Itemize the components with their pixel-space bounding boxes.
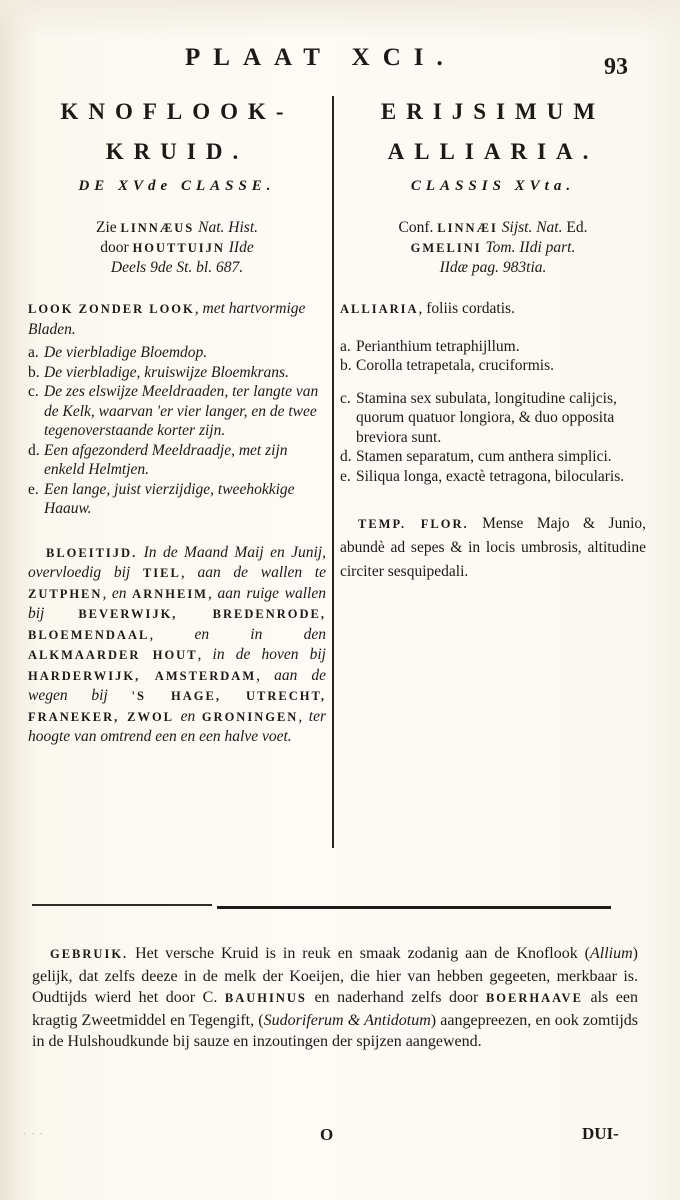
list-item — [340, 467, 646, 487]
left-description — [28, 299, 326, 339]
item-text: De vierbladige Bloemdop. — [44, 344, 208, 361]
list-item — [28, 382, 326, 441]
item-text: Een afgezonderd Meeldraadje, met zijn enkeld Helmtjen. — [44, 441, 288, 478]
right-desc-name: ALLIARIA — [340, 302, 419, 316]
ref-houttuijn: HOUTTUIJN — [132, 241, 225, 255]
section-rule-short — [32, 904, 212, 906]
author-name: BAUHINUS — [224, 991, 307, 1005]
ref-linnaeus: LINNÆUS — [120, 221, 195, 235]
usage-paragraph — [32, 943, 638, 1053]
ref-ilde: IIde — [224, 239, 254, 256]
item-text: Stamen separatum, cum anthera simplici. — [356, 448, 612, 465]
ref-door: door — [100, 239, 133, 256]
right-parts-list — [340, 324, 646, 487]
usage-text: ) aangepreezen, en ook zomtijds in de Hulshoudkunde bij sauze en inzoutingen der spijzen aangewend. — [32, 1011, 638, 1050]
right-title-line1: ERIJSIMUM — [380, 99, 606, 124]
item-label: e. — [340, 467, 351, 485]
ref-gmelini: GMELINI — [410, 241, 482, 255]
column-divider — [332, 96, 334, 848]
list-item — [340, 389, 646, 448]
place-name: 'S HAGE, UTRECHT, FRANEKER, ZWOL — [28, 689, 326, 724]
ref-nat-hist: Nat. Hist. — [194, 219, 258, 236]
bloeitijd-text: , in de hoven bij — [197, 646, 326, 663]
section-rule-long — [217, 906, 611, 909]
ref-zie: Zie — [95, 219, 121, 236]
running-head: PLAAT XCI. — [185, 44, 456, 71]
left-desc-text: , met hartvormige Bladen. — [28, 300, 306, 338]
item-label: c. — [28, 383, 39, 400]
ref-sijst: Sijst. Nat. — [497, 219, 563, 236]
right-title-line2: ALLIARIA. — [387, 139, 599, 164]
list-item — [28, 363, 326, 383]
signature-mark: O — [320, 1125, 334, 1144]
page-number: 93 — [604, 54, 628, 80]
place-name: BEVERWIJK, BREDENRODE, BLOEMENDAAL — [28, 607, 326, 642]
bloeitijd-paragraph — [28, 543, 326, 748]
left-desc-name: LOOK ZONDER LOOK — [28, 302, 195, 316]
bloeitijd-text: , aan ruige wallen bij — [28, 584, 326, 622]
place-name: ALKMAARDER HOUT — [28, 648, 198, 662]
bloeitijd-text: In de Maand Maij en Junij, overvloedig bij — [28, 543, 326, 581]
right-description — [340, 299, 646, 320]
right-desc-text: , foliis cordatis. — [418, 300, 515, 317]
usage-text: ) gelijk, dat zelfs deeze in de melk der Koeijen, die hier van hebben gegeeten, merkbaar is. Oudtijds wierd het door C. — [32, 945, 638, 1006]
bloeitijd-text: , ter hoogte van omtrend een en een halve voet. — [28, 707, 326, 745]
left-title-line2: KRUID. — [105, 139, 249, 164]
right-reference — [340, 218, 646, 277]
bloeitijd-text: , en — [102, 584, 133, 602]
left-parts-list — [28, 343, 326, 519]
place-name: ARNHEIM — [132, 586, 208, 601]
bloeitijd-label: BLOEITIJD. — [46, 545, 138, 560]
place-name: GRONINGEN — [201, 709, 299, 724]
usage-label: GEBRUIK. — [50, 947, 129, 961]
item-text: Stamina sex subulata, longitudine calijcis, quorum quatuor longiora, & duo opposita breviora sunt. — [356, 389, 617, 446]
item-text: De vierbladige, kruiswijze Bloemkrans. — [44, 363, 289, 381]
place-name: TIEL — [142, 566, 181, 580]
page-stain — [0, 0, 680, 40]
list-item — [28, 480, 326, 519]
item-label: d. — [28, 441, 40, 459]
list-item — [340, 447, 646, 467]
list-item — [28, 343, 326, 363]
bloeitijd-text: , aan de wegen bij — [28, 666, 326, 704]
usage-text: Het versche Kruid is in reuk en smaak zodanig aan de Knoflook ( — [128, 945, 590, 962]
catchword: DUI- — [582, 1124, 619, 1143]
ref-ed: Ed. — [562, 219, 588, 236]
ref-iidae: IIdæ pag. 983tia. — [439, 259, 547, 276]
bloeitijd-text: , en in den — [149, 625, 326, 643]
item-label: a. — [28, 344, 39, 361]
list-item — [340, 356, 646, 376]
ref-tom: Tom. IIdi part. — [481, 239, 576, 256]
item-text: Perianthium tetraphijllum. — [356, 337, 520, 355]
left-column-dutch — [28, 92, 326, 748]
usage-latin-name: Allium — [590, 945, 633, 962]
place-name: ZUTPHEN — [28, 586, 103, 601]
item-label: d. — [340, 448, 352, 465]
item-label: b. — [340, 357, 352, 374]
usage-text: als een kragtig Zweetmiddel en Tegengift, ( — [32, 989, 639, 1029]
place-name: HARDERWIJK, AMSTERDAM — [28, 668, 257, 683]
right-class-line: CLASSIS XVta. — [410, 178, 576, 194]
left-class-line: DE XVde CLASSE. — [78, 178, 276, 194]
bleed-through-mark: ··· — [22, 1126, 47, 1143]
temp-flor-label: TEMP. FLOR. — [358, 517, 469, 531]
item-label: b. — [28, 363, 40, 381]
list-item — [340, 337, 646, 357]
usage-text: en naderhand zelfs door — [306, 989, 486, 1006]
bloeitijd-text: , aan de wallen te — [180, 564, 326, 581]
usage-latin-term: Sudoriferum & Antidotum — [263, 1011, 431, 1029]
item-text: De zes elswijze Meeldraaden, ter langte van de Kelk, waarvan 'er vier langer, en de twee tegenoverstaande korter zijn. — [44, 383, 319, 439]
right-column-latin — [340, 92, 646, 584]
temp-flor-text: Mense Majo & Junio, abundè ad sepes & in locis umbrosis, altitudine circiter sesquipedali. — [340, 515, 647, 580]
item-text: Siliqua longa, exactè tetragona, bilocularis. — [356, 467, 625, 485]
ref-conf: Conf. — [398, 219, 438, 236]
item-label: c. — [340, 389, 351, 407]
ref-deels: Deels 9de St. bl. 687. — [110, 259, 244, 276]
item-text: Corolla tetrapetala, cruciformis. — [356, 357, 554, 374]
left-title-line1: KNOFLOOK- — [60, 99, 294, 124]
item-label: e. — [28, 480, 39, 498]
temp-flor-paragraph — [340, 512, 646, 584]
list-item — [28, 441, 326, 480]
bloeitijd-text: en — [174, 707, 202, 725]
author-name: BOERHAAVE — [485, 991, 583, 1005]
item-text: Een lange, juist vierzijdige, tweehokkige Haauw. — [44, 480, 295, 517]
left-reference — [28, 218, 326, 277]
item-label: a. — [340, 337, 351, 355]
ref-linnaei: LINNÆI — [437, 221, 498, 235]
